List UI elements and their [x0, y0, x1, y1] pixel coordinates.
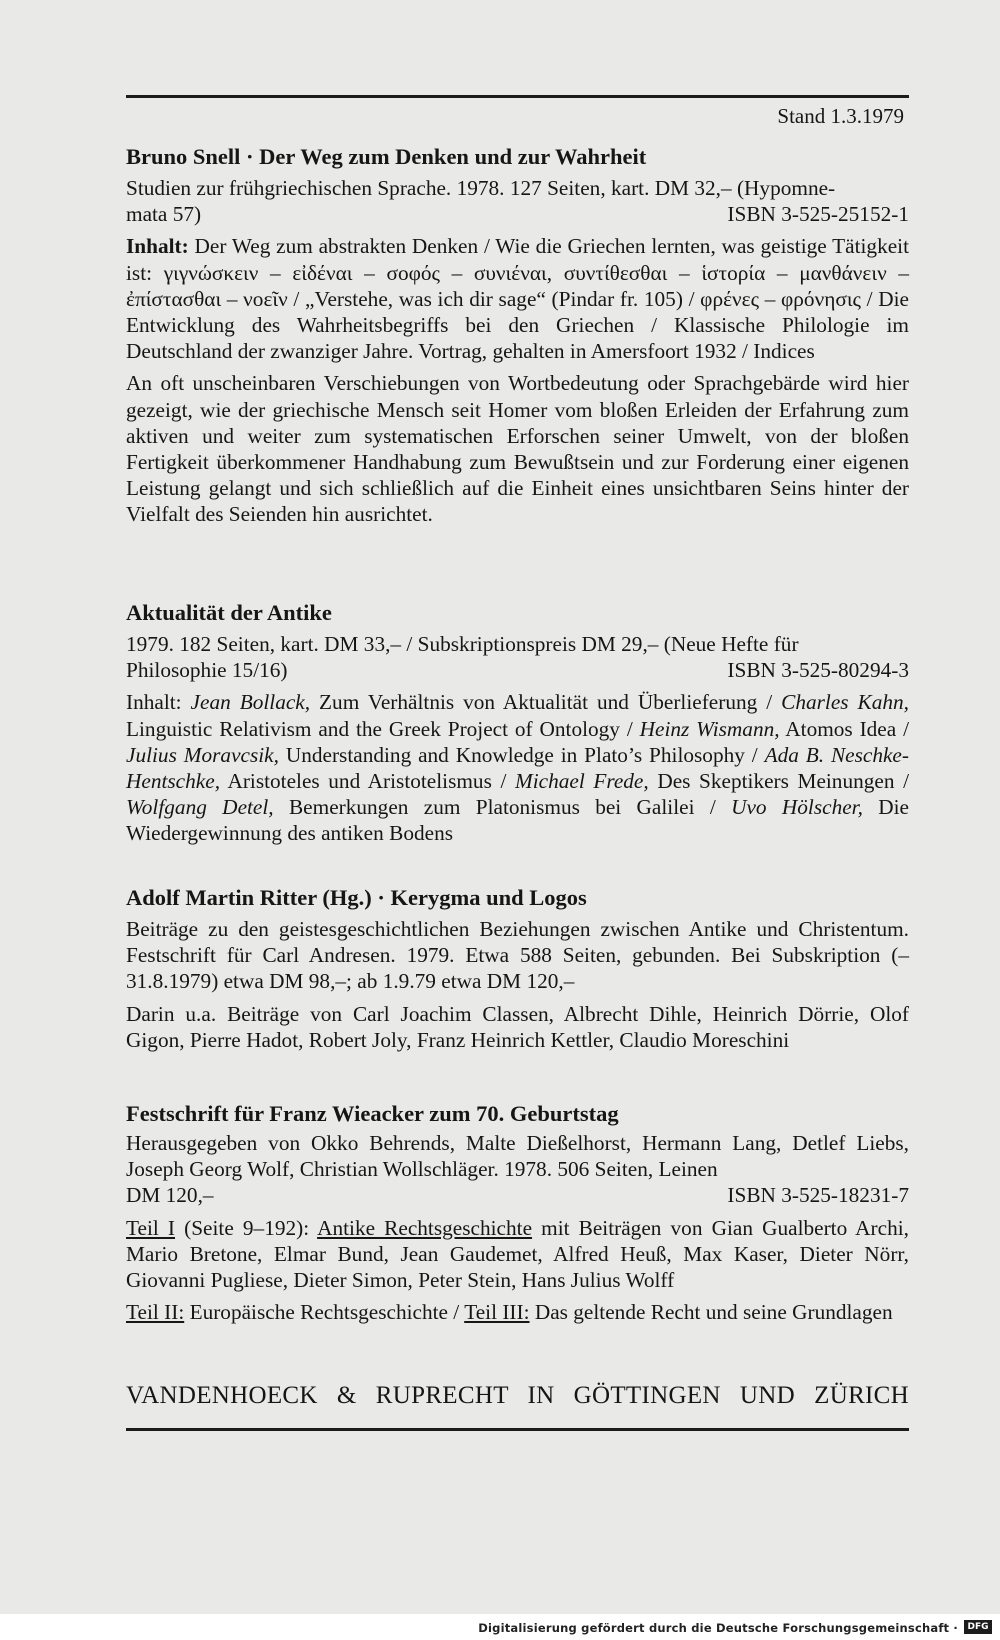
contributor-work: Bemerkungen zum Platonismus bei Galilei / [288, 795, 716, 820]
top-rule [126, 95, 909, 98]
contributor-author: Michael Frede, [514, 769, 649, 794]
entry-antike [126, 599, 909, 847]
contributor-work: Zum Verhältnis von Aktualität und Überlieferung / [319, 690, 773, 715]
contributor-author: Wolfgang Detel, [126, 795, 274, 820]
isbn: ISBN 3-525-80294-3 [727, 658, 909, 683]
bottom-rule [126, 1428, 909, 1431]
series-note: mata 57) [126, 202, 202, 227]
part-text: mit Beiträgen von Gian Gualberto Archi, Mario Bretone, Elmar Bund, Jean Gaudemet, Alfred Heuß, Max Kaser, Dieter Nörr, Giovanni Pugliese, Dieter Simon, Peter Stein, Hans Julius Wolff [126, 1215, 909, 1293]
series-note: Philosophie 15/16) [126, 658, 288, 683]
part-label: Teil II: [126, 1300, 185, 1325]
entry-title: Adolf Martin Ritter (Hg.) · Kerygma und Logos [126, 885, 587, 910]
part-text: Das geltende Recht und seine Grundlagen [534, 1300, 893, 1325]
dfg-notice: Digitalisierung gefördert durch die Deutsche Forschungsgemeinschaft · [478, 1621, 958, 1635]
contributor-author: Julius Moravcsik, [126, 742, 279, 767]
entry-meta-row [126, 201, 909, 227]
part-pages: (Seite 9–192): [184, 1215, 310, 1240]
part-text: Europäische Rechtsgeschichte / [189, 1300, 460, 1325]
entry-wieacker [126, 1100, 909, 1325]
entry-description: Studien zur frühgriechischen Sprache. 1978. 127 Seiten, kart. DM 32,– (Hypomne- [126, 176, 836, 200]
entry-title: Aktualität der Antike [126, 600, 332, 625]
entry-snell [126, 143, 909, 528]
contributor-author: Charles Kahn, [781, 690, 909, 715]
entry-meta-row [126, 1182, 909, 1208]
publisher-imprint: VANDENHOECK & RUPRECHT IN GÖTTINGEN UND ZÜRICH [126, 1382, 909, 1409]
contents-label: Inhalt: [126, 234, 189, 259]
abstract: An oft unscheinbaren Verschiebungen von Wortbedeutung oder Sprachgebärde wird hier gezeigt, wie der griechische Mensch seit Homer vom bloßen Erleiden der Erfahrung zum aktiven und weiter zum systematischen Erforschen seiner Umwelt, von der bloßen Fertigkeit überkommener Handhabung zum Bewußtsein und zur Forderung einer eigenen Leistung gelangt und sich schließlich auf die Einheit eines unsichtbaren Seins hinter der Vielfalt des Seienden hin ausrichtet. [126, 371, 909, 527]
contributor-work: Linguistic Relativism and the Greek Project of Ontology / [126, 716, 633, 741]
entry-ritter [126, 884, 909, 1053]
contents-paragraph [126, 689, 909, 846]
entry-description: Herausgegeben von Okko Behrends, Malte Dießelhorst, Hermann Lang, Detlef Liebs, Joseph Georg Wolf, Christian Wollschläger. 1978. 506 Seiten, Leinen [126, 1131, 909, 1182]
contributors: Darin u.a. Beiträge von Carl Joachim Classen, Albrecht Dihle, Heinrich Dörrie, Olof Gigon, Pierre Hadot, Robert Joly, Franz Heinrich Kettler, Claudio Moreschini [126, 1001, 909, 1052]
part-title: Antike Rechtsgeschichte [317, 1215, 533, 1240]
price: DM 120,– [126, 1183, 214, 1208]
entry-meta-row [126, 657, 909, 683]
dfg-logo: DFG [964, 1620, 992, 1634]
contributor-author: Jean Bollack, [190, 690, 311, 715]
contents-text: Der Weg zum abstrakten Denken / Wie die Griechen lernten, was geistige Tätigkeit ist: γιγνώσκειν – εἰδέναι – σοφός – συνιέναι, συντίθεσθαι – ἱστορία – μανθάνειν – ἐπίστασθαι – νοεῖν / „Verstehe, was ich dir sage“ (Pindar fr. 105) / φρένες – φρόνησις / Die Entwicklung des Wahrheitsbegriffs bei den Griechen / Klassische Philologie im Deutschland der zwanziger Jahre. Vortrag, gehalten in Amersfoort 1932 / Indices [126, 234, 910, 364]
entry-title: Bruno Snell · Der Weg zum Denken und zur Wahrheit [126, 144, 647, 169]
date-stamp: Stand 1.3.1979 [777, 104, 904, 128]
contributor-author: Uvo Hölscher, [731, 795, 863, 820]
contributor-work: Understanding and Knowledge in Plato’s Philosophy / [285, 742, 758, 767]
dfg-notice-bar [0, 1614, 1000, 1640]
contributor-work: Aristoteles und Aristotelismus / [227, 769, 507, 794]
contributor-work: Des Skeptikers Meinungen / [657, 769, 910, 794]
isbn: ISBN 3-525-18231-7 [727, 1183, 909, 1208]
entry-description: Beiträge zu den geistesgeschichtlichen Beziehungen zwischen Antike und Christentum. Festschrift für Carl Andresen. 1979. Etwa 588 Seiten, gebunden. Bei Subskription (–31.8.1979) etwa DM 98,–; ab 1.9.79 etwa DM 120,– [126, 917, 909, 994]
contributor-author: Ada B. Neschke-Hentschke, [126, 742, 909, 794]
contributor-work: Atomos Idea / [785, 716, 909, 741]
entry-title: Festschrift für Franz Wieacker zum 70. Geburtstag [126, 1101, 619, 1126]
contents-paragraph [126, 233, 909, 364]
entry-description: 1979. 182 Seiten, kart. DM 33,– / Subskriptionspreis DM 29,– (Neue Hefte für [126, 632, 799, 656]
isbn: ISBN 3-525-25152-1 [727, 202, 909, 227]
part-one [126, 1215, 909, 1294]
part-label: Teil III: [464, 1300, 530, 1325]
parts-two-three [126, 1299, 909, 1325]
contributor-work: Die Wiedergewinnung des antiken Bodens [126, 795, 909, 846]
part-label: Teil I [126, 1215, 176, 1240]
contributor-author: Heinz Wismann, [639, 716, 780, 741]
contents-label: Inhalt: [126, 690, 182, 715]
